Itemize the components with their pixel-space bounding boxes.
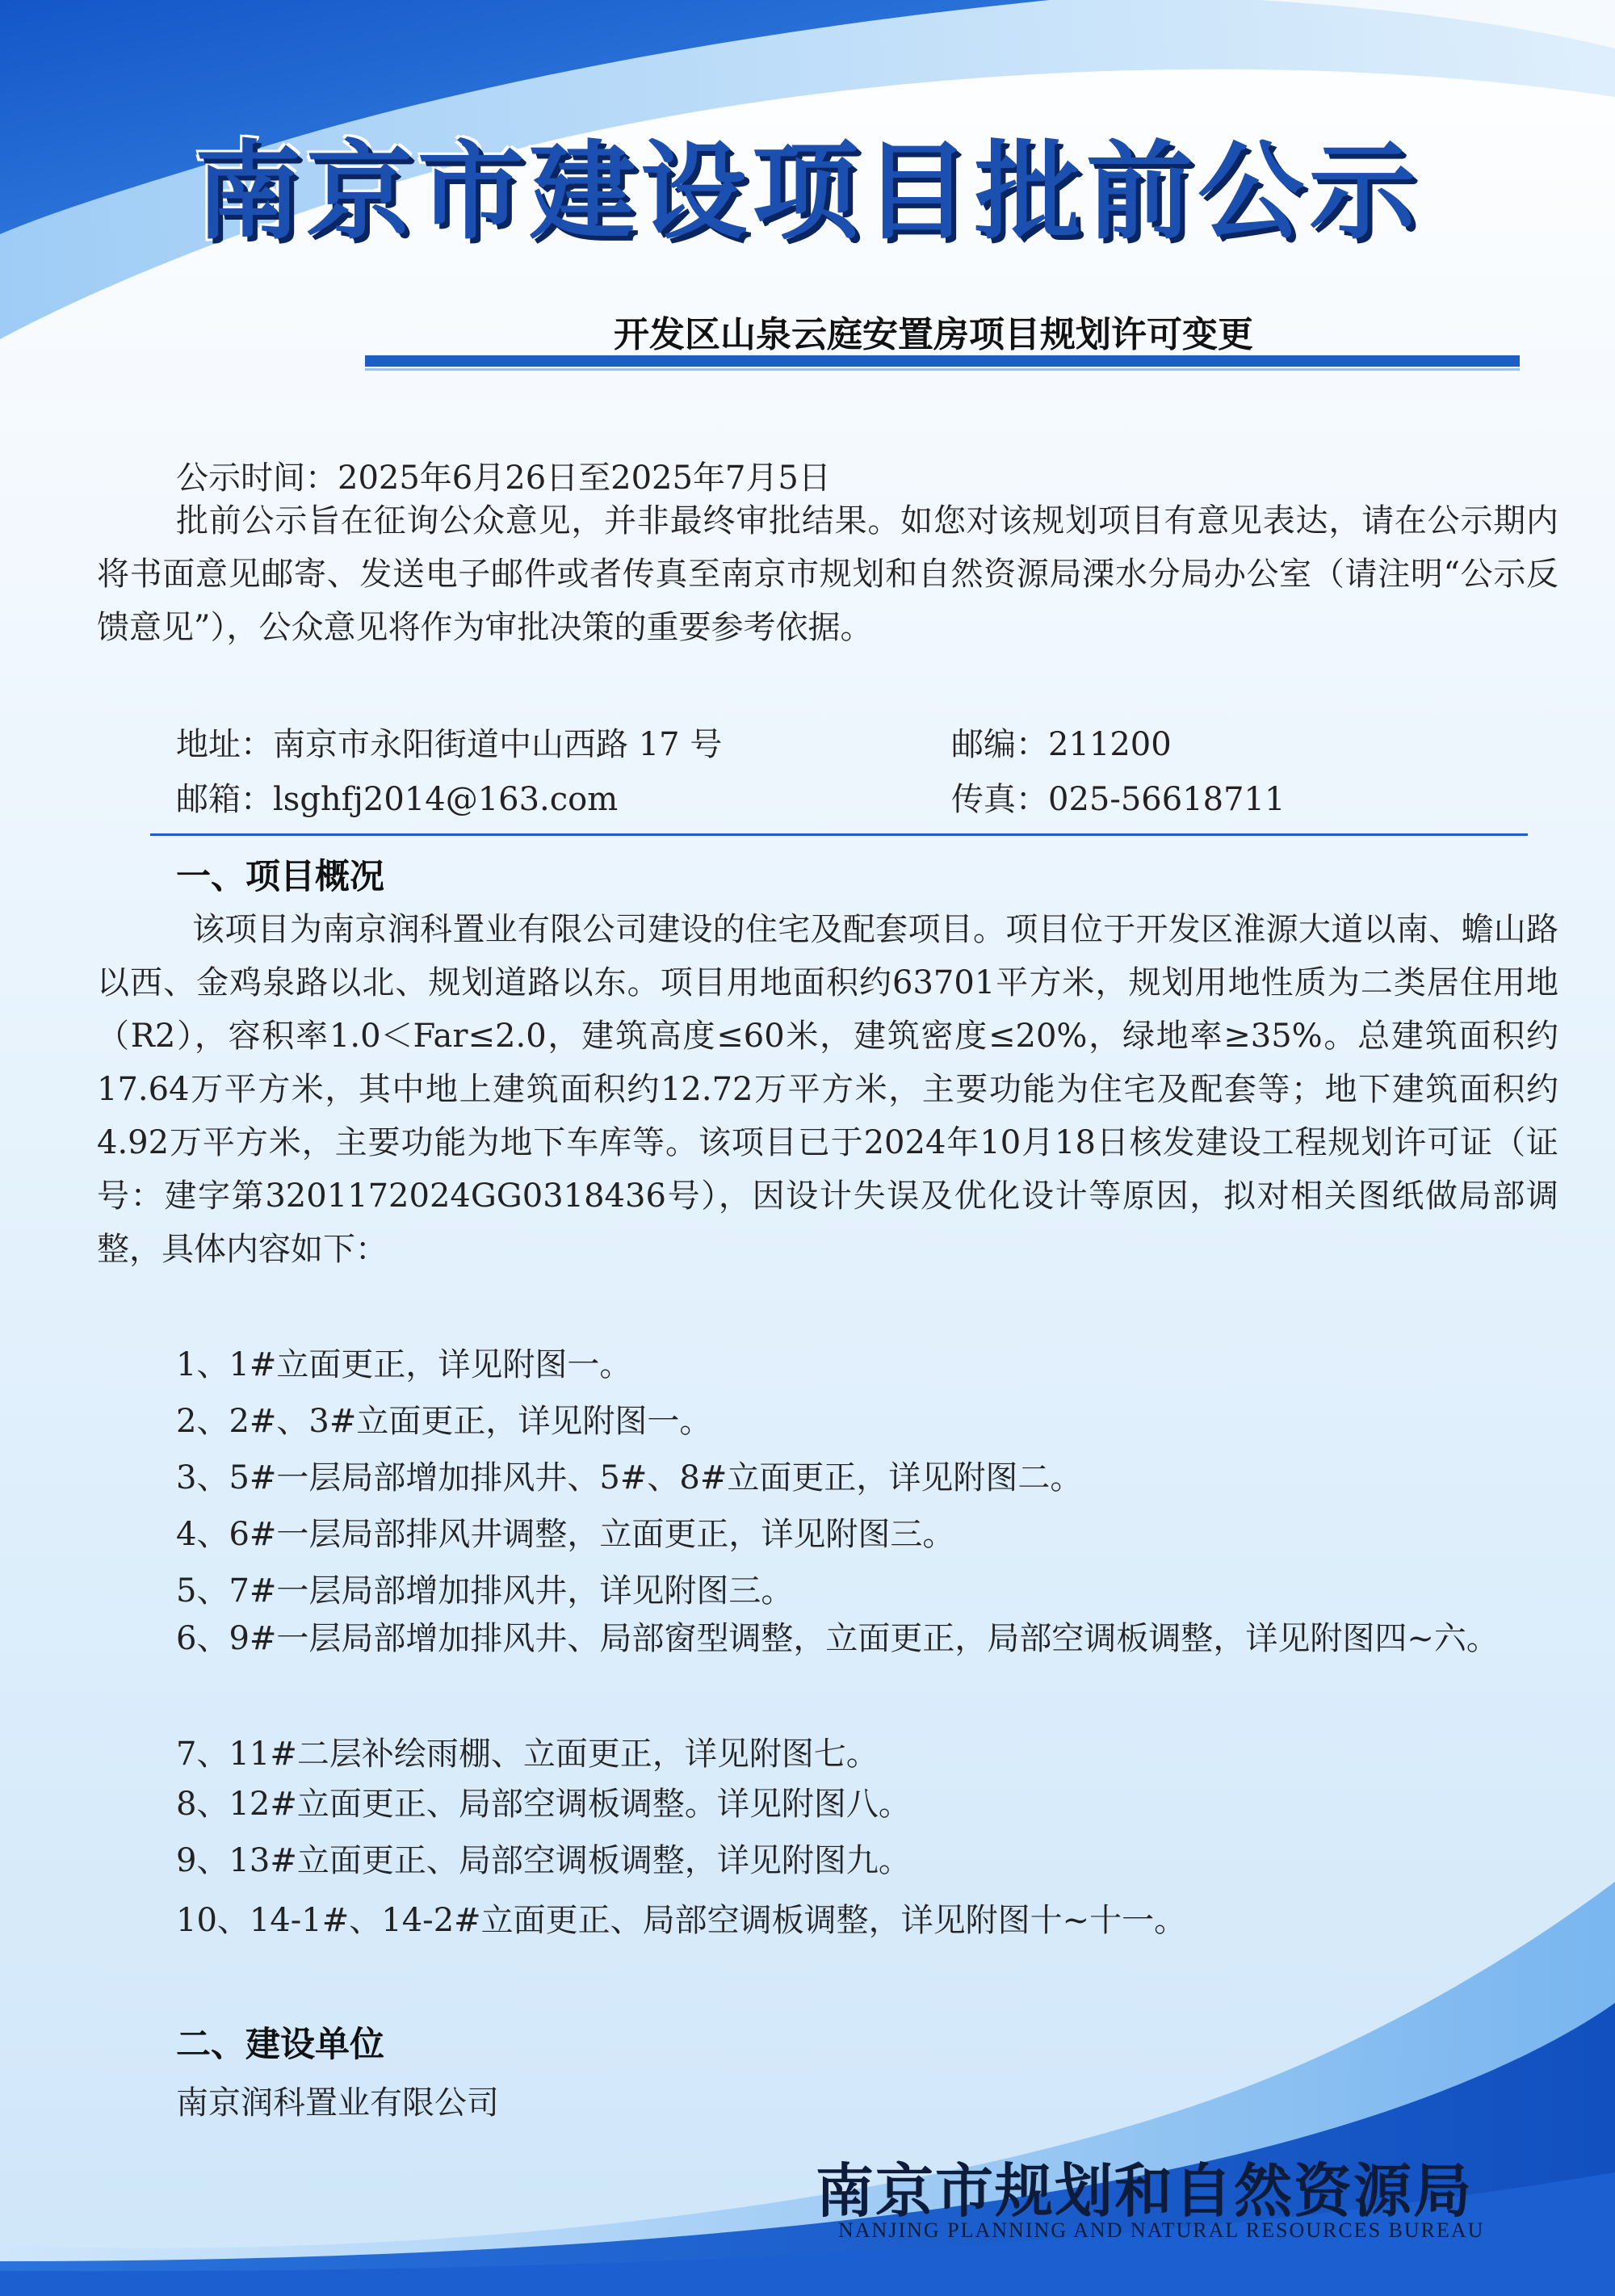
construction-unit: 南京润科置业有限公司 (176, 2084, 499, 2122)
page-title: 南京市建设项目批前公示 (195, 129, 1420, 254)
list-item: 4、6#一层局部排风井调整，立面更正，详见附图三。 (176, 1516, 955, 1553)
subtitle-underline-thin (365, 368, 1520, 371)
list-item: 7、11#二层补绘雨棚、立面更正，详见附图七。 (176, 1736, 879, 1773)
section2-heading: 二、建设单位 (176, 2025, 384, 2065)
list-item: 10、14-1#、14-2#立面更正、局部空调板调整，详见附图十~十一。 (176, 1902, 1187, 1939)
postcode: 邮编：211200 (951, 726, 1172, 763)
section1-heading: 一、项目概况 (176, 857, 384, 897)
email: 邮箱：lsghfj2014@163.com (176, 781, 619, 818)
list-item: 2、2#、3#立面更正，详见附图一。 (176, 1403, 712, 1440)
footer-org-name: 南京市规划和自然资源局 (816, 2156, 1474, 2225)
list-item: 6、9#一层局部增加排风井、局部窗型调整，立面更正，局部空调板调整，详见附图四~六。 (176, 1620, 1499, 1657)
notice-period: 公示时间：2025年6月26日至2025年7月5日 (176, 460, 831, 497)
list-item: 8、12#立面更正、局部空调板调整。详见附图八。 (176, 1786, 911, 1823)
address: 地址：南京市永阳街道中山西路 17 号 (176, 726, 723, 763)
fax: 传真：025-56618711 (951, 781, 1286, 818)
section1-paragraph: 该项目为南京润科置业有限公司建设的住宅及配套项目。项目位于开发区淮源大道以南、蟾山路以西、金鸡泉路以北、规划道路以东。项目用地面积约63701平方米，规划用地性质为二类居住用地（R2），容积率1.0＜Far≤2.0，建筑高度≤60米，建筑密度≤20%，绿地率≥35%。总建筑面积约17.64万平方米，其中地上建筑面积约12.72万平方米，主要功能为住宅及配套等；地下建筑面积约4.92万平方米，主要功能为地下车库等。该项目已于2024年10月18日核发建设工程规划许可证（证号：建字第3201172024GG0318436号），因设计失误及优化设计等原因，拟对相关图纸做局部调整，具体内容如下： (97, 911, 1558, 1268)
footer-org-name-en: NANJING PLANNING AND NATURAL RESOURCES BUREAU (838, 2218, 1485, 2242)
page-subtitle: 开发区山泉云庭安置房项目规划许可变更 (614, 314, 1253, 355)
section-divider (150, 833, 1528, 836)
intro-paragraph: 批前公示旨在征询公众意见，并非最终审批结果。如您对该规划项目有意见表达，请在公示期内将书面意见邮寄、发送电子邮件或者传真至南京市规划和自然资源局溧水分局办公室（请注明“公示反馈意见”），公众意见将作为审批决策的重要参考依据。 (97, 502, 1558, 646)
list-item: 1、1#立面更正，详见附图一。 (176, 1346, 632, 1383)
list-item: 5、7#一层局部增加排风井，详见附图三。 (176, 1572, 794, 1610)
list-item: 9、13#立面更正、局部空调板调整，详见附图九。 (176, 1842, 911, 1879)
list-item: 3、5#一层局部增加排风井、5#、8#立面更正，详见附图二。 (176, 1459, 1083, 1496)
subtitle-underline (365, 355, 1520, 367)
